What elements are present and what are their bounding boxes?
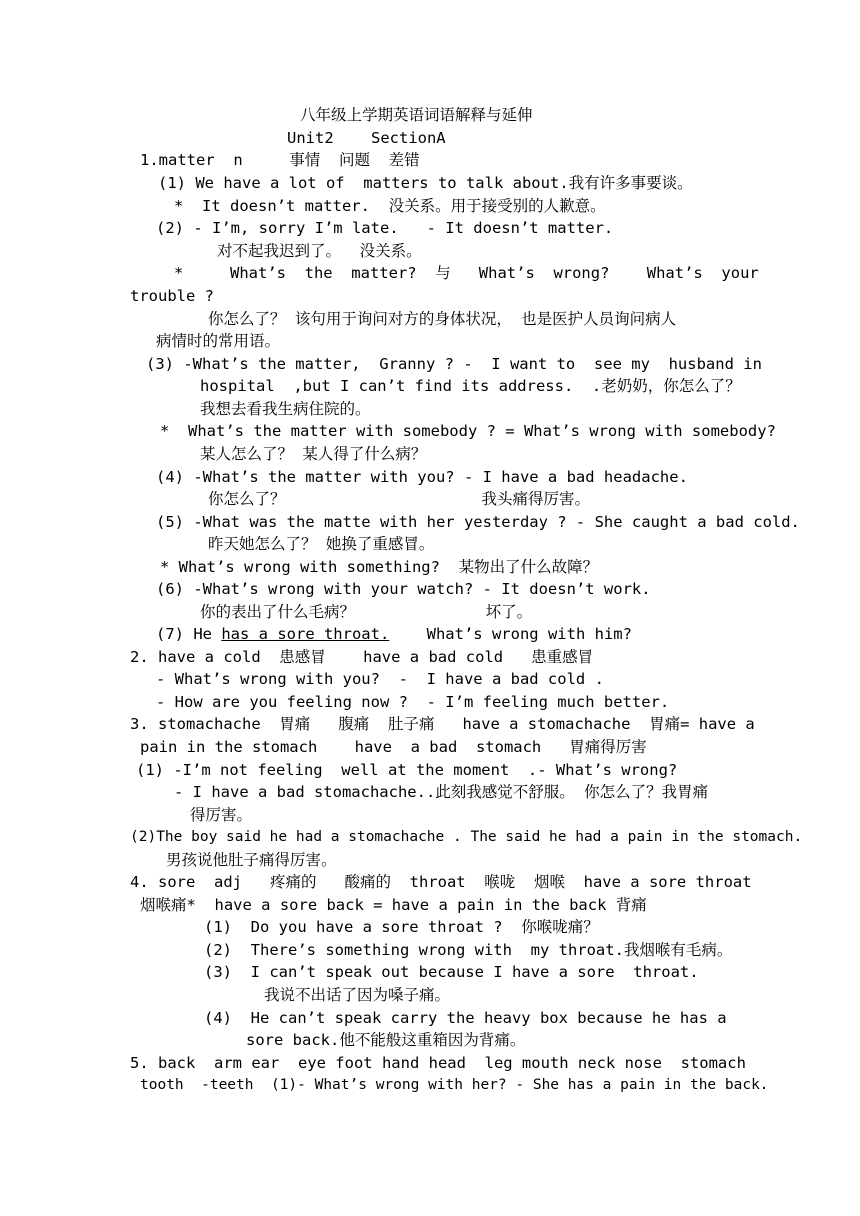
text-line: (4) -What’s the matter with you? - I have a bad headache. — [156, 468, 688, 486]
text-line: (5) -What was the matte with her yesterday ? - She caught a bad cold. — [156, 513, 800, 531]
document-title: 八年级上学期英语词语解释与延伸 — [300, 106, 533, 124]
text-line: 1.matter n 事情 问题 差错 — [140, 151, 420, 169]
text-line: 你的表出了什么毛病？ 坏了。 — [200, 603, 533, 621]
text-line: * What’s the matter? 与 What’s wrong? What’s your — [174, 264, 759, 282]
text-line: * What’s the matter with somebody ? = What’s wrong with somebody? — [160, 422, 776, 440]
text-line: (3) -What’s the matter, Granny ? - I want to see my husband in — [146, 355, 762, 373]
text-line: (2) - I’m, sorry I’m late. - It doesn’t matter. — [156, 219, 614, 237]
text-line: (6) -What’s wrong with your watch? - It doesn’t work. — [156, 580, 651, 598]
text-line: 你怎么了？ 我头痛得厉害。 — [208, 490, 590, 508]
text-line: 我说不出话了因为嗓子痛。 — [264, 986, 451, 1004]
text-line: 我想去看我生病住院的。 — [200, 400, 371, 418]
text-line: 男孩说他肚子痛得厉害。 — [166, 851, 337, 869]
text-line: 5. back arm ear eye foot hand head leg mouth neck nose stomach — [130, 1054, 746, 1072]
text-line: (1) We have a lot of matters to talk about.我有许多事要谈。 — [158, 174, 693, 192]
text-line: (4) He can’t speak carry the heavy box because he has a — [204, 1009, 727, 1027]
text-line — [156, 624, 632, 644]
text-line: tooth -teeth (1)- What’s wrong with her? - She has a pain in the back. — [140, 1077, 769, 1093]
text-line: - What’s wrong with you? - I have a bad cold . — [156, 670, 604, 688]
text-line: 2. have a cold 患感冒 have a bad cold 患重感冒 — [130, 648, 594, 666]
text-line: - How are you feeling now ? - I’m feeling much better. — [156, 693, 670, 711]
text-line: (1) -I’m not feeling well at the moment .- What’s wrong? — [136, 761, 678, 779]
text-run: (7) He — [156, 625, 222, 643]
text-line: 你怎么了？ 该句用于询问对方的身体状况， 也是医护人员询问病人 — [208, 310, 677, 328]
text-line: * It doesn’t matter. 没关系。用于接受别的人歉意。 — [174, 197, 606, 215]
text-line: 昨天她怎么了？ 她换了重感冒。 — [208, 535, 435, 553]
text-line: * What’s wrong with something? 某物出了什么故障？ — [160, 558, 599, 576]
text-line: pain in the stomach have a bad stomach 胃痛得厉害 — [140, 738, 647, 756]
document-subtitle: Unit2 SectionA — [287, 129, 446, 147]
text-line: 4. sore adj 疼痛的 酸痛的 throat 喉咙 烟喉 have a sore throat — [130, 873, 752, 891]
text-line: 3. stomachache 胃痛 腹痛 肚子痛 have a stomachache 胃痛= have a — [130, 715, 755, 733]
text-line: - I have a bad stomachache..此刻我感觉不舒服。 你怎么了？我胃痛 — [174, 783, 709, 801]
text-line: (3) I can’t speak out because I have a sore throat. — [204, 963, 699, 981]
text-line: hospital ,but I can’t find its address. .老奶奶，你怎么了？ — [200, 377, 741, 395]
text-line: 对不起我迟到了。 没关系。 — [217, 242, 422, 260]
text-line: (2) There’s something wrong with my throat.我烟喉有毛病。 — [204, 941, 733, 959]
text-line: 某人怎么了？ 某人得了什么病？ — [200, 445, 427, 463]
text-run: What’s wrong with him? — [389, 625, 632, 643]
underlined-phrase: has a sore throat. — [221, 625, 390, 643]
text-line: (1) Do you have a sore throat ? 你喉咙痛？ — [204, 918, 599, 936]
text-line: trouble ? — [130, 287, 214, 305]
text-line: 烟喉痛* have a sore back = have a pain in the back 背痛 — [140, 896, 647, 914]
text-line: (2)The boy said he had a stomachache . The said he had a pain in the stomach. — [130, 829, 803, 845]
text-line: 病情时的常用语。 — [156, 332, 281, 350]
text-line: sore back.他不能般这重箱因为背痛。 — [246, 1031, 526, 1049]
text-line: 得厉害。 — [190, 806, 253, 824]
